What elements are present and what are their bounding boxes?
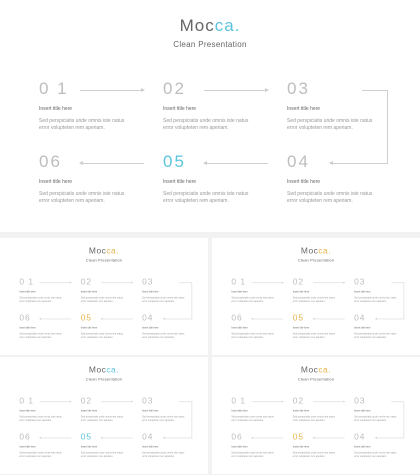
step-title: Insert title here (163, 106, 197, 112)
brand-title (0, 246, 208, 256)
thumbnail-slide-4[interactable] (212, 357, 420, 474)
brand-accent: ca. (318, 364, 332, 375)
step-number: 02 (80, 396, 93, 406)
arrow-left-icon (330, 163, 362, 164)
brand-accent: ca. (318, 245, 332, 256)
brand-accent: ca. (214, 16, 241, 35)
step-6 (19, 433, 73, 459)
step-2 (293, 278, 347, 304)
step-description: Sed perspiciatis unde omnis iste natus error volupteten rem aperiam. (39, 118, 125, 131)
step-title: Insert title here (80, 290, 98, 294)
step-description: Sed perspiciatis unde omnis iste natus error volupteten rem aperiam. (287, 191, 373, 204)
step-description: Sed perspiciatis unde omnis iste natus error volupteten rem aperiam. (292, 332, 335, 340)
brand-title (212, 365, 420, 375)
step-title: Insert title here (354, 409, 371, 413)
step-description: Sed perspiciatis unde omnis iste natus error volupteten rem aperiam. (163, 118, 249, 131)
step-2 (293, 397, 347, 423)
arrow-left-icon (204, 163, 268, 164)
connector-bracket (179, 402, 192, 439)
slide-content (0, 357, 208, 472)
step-description: Sed perspiciatis unde omnis iste natus error volupteten rem aperiam. (354, 451, 397, 459)
step-number: 05 (292, 432, 305, 442)
step-description: Sed perspiciatis unde omnis iste natus error volupteten rem aperiam. (80, 451, 123, 459)
step-number: 02 (80, 277, 93, 287)
step-2 (81, 278, 135, 304)
step-title: Insert title here (19, 326, 36, 330)
step-number: 0 1 (19, 277, 34, 287)
step-5 (81, 433, 135, 459)
step-number: 0 1 (231, 277, 246, 287)
step-title: Insert title here (292, 290, 310, 294)
step-5 (293, 433, 347, 459)
connector-bracket (391, 402, 404, 439)
step-number: 05 (292, 313, 305, 323)
step-description: Sed perspiciatis unde omnis iste natus error volupteten rem aperiam. (292, 415, 335, 422)
slide-content (212, 357, 420, 472)
step-title: Insert title here (142, 326, 159, 330)
step-title: Insert title here (142, 290, 159, 294)
step-number: 02 (292, 396, 305, 406)
step-description: Sed perspiciatis unde omnis iste natus error volupteten rem aperiam. (292, 451, 335, 459)
brand-main: Moc (300, 245, 319, 256)
step-title: Insert title here (354, 326, 371, 330)
step-number: 06 (19, 313, 31, 323)
step-title: Insert title here (354, 445, 371, 449)
step-number: 03 (142, 396, 154, 406)
step-description: Sed perspiciatis unde omnis iste natus error volupteten rem aperiam. (163, 191, 249, 204)
step-number: 0 1 (19, 396, 34, 406)
step-number: 04 (287, 152, 310, 171)
step-1 (231, 278, 285, 304)
step-description: Sed perspiciatis unde omnis iste natus error volupteten rem aperiam. (231, 332, 274, 340)
step-1 (19, 397, 73, 423)
step-6 (231, 314, 285, 340)
step-number: 05 (80, 432, 93, 442)
arrow-right-icon (204, 90, 268, 91)
step-2 (163, 80, 273, 132)
step-description: Sed perspiciatis unde omnis iste natus error volupteten rem aperiam. (354, 296, 397, 303)
slide-content (0, 0, 420, 232)
brand-main: Moc (88, 245, 107, 256)
step-description: Sed perspiciatis unde omnis iste natus error volupteten rem aperiam. (354, 415, 397, 422)
step-description: Sed perspiciatis unde omnis iste natus error volupteten rem aperiam. (80, 296, 123, 303)
step-number: 04 (354, 313, 366, 323)
step-title: Insert title here (39, 106, 73, 112)
slide-subtitle: Clean Presentation (297, 257, 335, 263)
step-5 (81, 314, 135, 340)
thumbnail-slide-3[interactable] (0, 357, 208, 474)
step-description: Sed perspiciatis unde omnis iste natus error volupteten rem aperiam. (142, 296, 185, 303)
thumbnail-slide-2[interactable] (212, 238, 420, 355)
step-title: Insert title here (142, 409, 159, 413)
slide-subtitle: Clean Presentation (85, 376, 123, 382)
arrow-right-icon (80, 90, 144, 91)
slide-subtitle: Clean Presentation (85, 257, 123, 263)
step-description: Sed perspiciatis unde omnis iste natus error volupteten rem aperiam. (19, 296, 62, 303)
step-number: 0 1 (39, 79, 69, 98)
step-2 (81, 397, 135, 423)
brand-main: Moc (88, 364, 107, 375)
step-number: 06 (231, 313, 243, 323)
step-5 (293, 314, 347, 340)
step-number: 0 1 (231, 396, 246, 406)
step-6 (231, 433, 285, 459)
brand-title (212, 246, 420, 256)
step-6 (19, 314, 73, 340)
step-description: Sed perspiciatis unde omnis iste natus error volupteten rem aperiam. (142, 332, 185, 340)
step-title: Insert title here (80, 445, 98, 449)
brand-title (0, 365, 208, 375)
slide-subtitle: Clean Presentation (297, 376, 335, 382)
step-title: Insert title here (292, 445, 310, 449)
step-title: Insert title here (80, 326, 98, 330)
step-title: Insert title here (231, 409, 248, 413)
step-description: Sed perspiciatis unde omnis iste natus error volupteten rem aperiam. (19, 332, 62, 340)
step-title: Insert title here (163, 179, 197, 185)
step-title: Insert title here (39, 179, 73, 185)
step-number: 05 (80, 313, 93, 323)
brand-accent: ca. (106, 364, 120, 375)
step-description: Sed perspiciatis unde omnis iste natus error volupteten rem aperiam. (142, 451, 185, 459)
step-5 (163, 153, 273, 205)
step-description: Sed perspiciatis unde omnis iste natus error volupteten rem aperiam. (231, 415, 274, 422)
step-number: 03 (354, 396, 366, 406)
step-number: 03 (142, 277, 154, 287)
connector-bracket (391, 283, 404, 320)
thumbnail-slide-1[interactable] (0, 238, 208, 355)
step-title: Insert title here (19, 409, 36, 413)
main-slide[interactable] (0, 0, 420, 232)
brand-main: Moc (300, 364, 319, 375)
step-title: Insert title here (231, 445, 248, 449)
step-title: Insert title here (287, 179, 321, 185)
step-1 (19, 278, 73, 304)
step-title: Insert title here (19, 445, 36, 449)
step-title: Insert title here (142, 445, 159, 449)
step-description: Sed perspiciatis unde omnis iste natus error volupteten rem aperiam. (287, 118, 373, 131)
step-description: Sed perspiciatis unde omnis iste natus error volupteten rem aperiam. (19, 415, 62, 422)
step-description: Sed perspiciatis unde omnis iste natus error volupteten rem aperiam. (231, 451, 274, 459)
slide-content (0, 238, 208, 353)
brand-accent: ca. (106, 245, 120, 256)
step-title: Insert title here (292, 409, 310, 413)
arrow-left-icon (80, 163, 144, 164)
step-title: Insert title here (292, 326, 310, 330)
brand-main: Moc (179, 16, 215, 35)
step-description: Sed perspiciatis unde omnis iste natus error volupteten rem aperiam. (19, 451, 62, 459)
step-title: Insert title here (19, 290, 36, 294)
step-description: Sed perspiciatis unde omnis iste natus error volupteten rem aperiam. (231, 296, 274, 303)
step-description: Sed perspiciatis unde omnis iste natus error volupteten rem aperiam. (354, 332, 397, 340)
step-title: Insert title here (231, 326, 248, 330)
step-title: Insert title here (287, 106, 321, 112)
step-description: Sed perspiciatis unde omnis iste natus error volupteten rem aperiam. (39, 191, 125, 204)
step-number: 06 (39, 152, 62, 171)
step-1 (231, 397, 285, 423)
step-description: Sed perspiciatis unde omnis iste natus error volupteten rem aperiam. (292, 296, 335, 303)
step-number: 06 (19, 432, 31, 442)
step-number: 04 (142, 432, 154, 442)
step-number: 06 (231, 432, 243, 442)
connector-bracket (362, 90, 388, 164)
step-number: 03 (354, 277, 366, 287)
step-description: Sed perspiciatis unde omnis iste natus error volupteten rem aperiam. (80, 332, 123, 340)
step-title: Insert title here (354, 290, 371, 294)
step-description: Sed perspiciatis unde omnis iste natus error volupteten rem aperiam. (142, 415, 185, 422)
step-6 (39, 153, 149, 205)
step-number: 02 (163, 79, 186, 98)
step-number: 05 (163, 152, 186, 171)
step-description: Sed perspiciatis unde omnis iste natus error volupteten rem aperiam. (80, 415, 123, 422)
connector-bracket (179, 283, 192, 320)
step-1 (39, 80, 149, 132)
step-number: 04 (142, 313, 154, 323)
slide-content (212, 238, 420, 353)
step-number: 03 (287, 79, 310, 98)
step-number: 04 (354, 432, 366, 442)
step-title: Insert title here (231, 290, 248, 294)
step-title: Insert title here (80, 409, 98, 413)
brand-title (0, 16, 420, 36)
slide-subtitle: Clean Presentation (173, 40, 247, 49)
step-number: 02 (292, 277, 305, 287)
